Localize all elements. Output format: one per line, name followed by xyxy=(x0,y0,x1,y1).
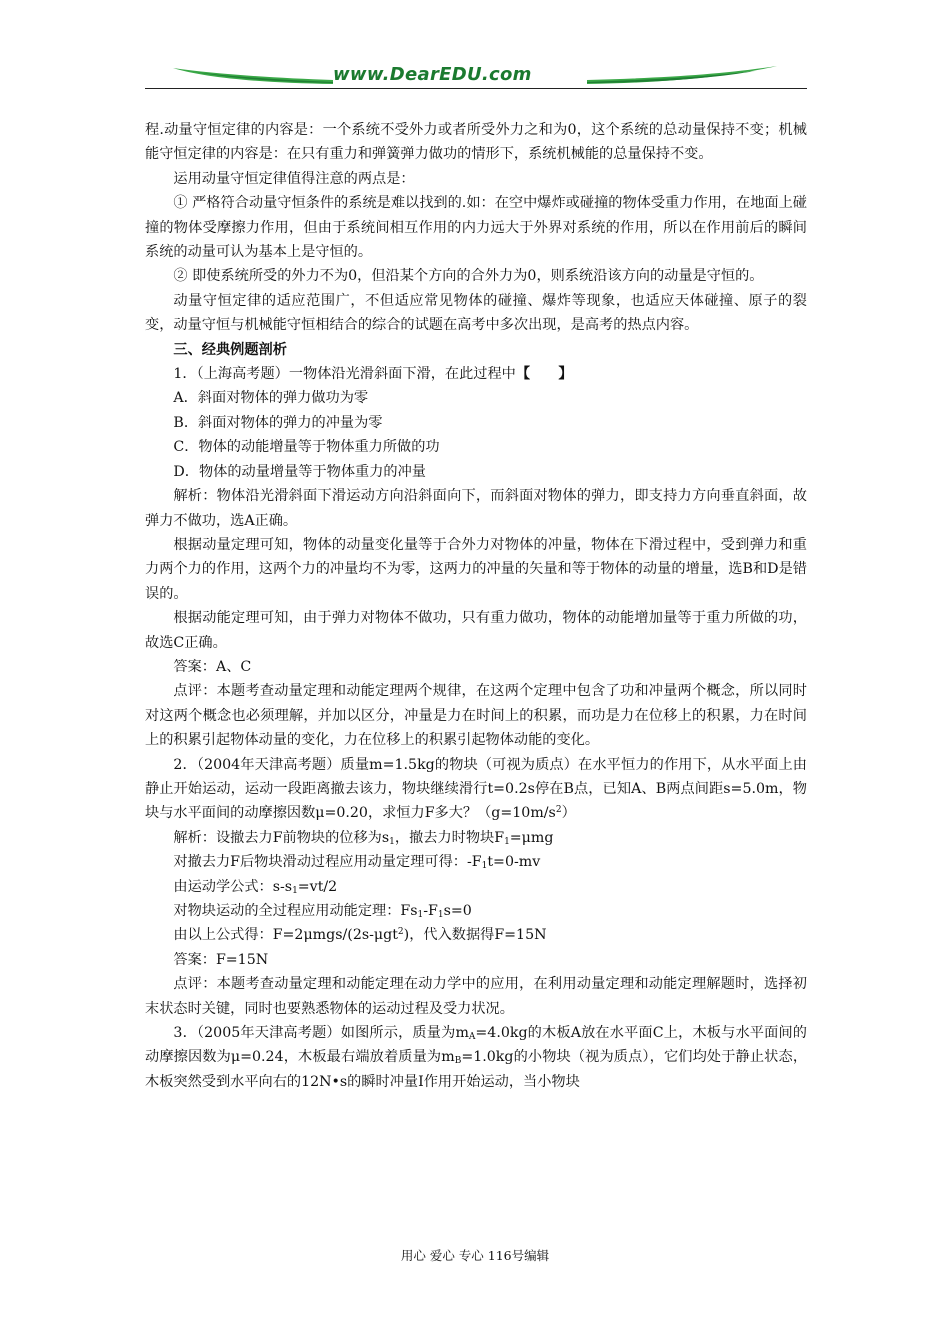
paragraph: 动量守恒定律的适应范围广，不但适应常见物体的碰撞、爆炸等现象，也适应天体碰撞、原子的裂变，动量守恒与机械能守恒相结合的综合的试题在高考中多次出现，是高考的热点内容。 xyxy=(145,292,807,334)
paragraph: ② 即使系统所受的外力不为0，但沿某个方向的合外力为0，则系统沿该方向的动量是守恒的。 xyxy=(173,268,764,285)
answer: 答案：F=15N xyxy=(173,951,269,968)
text: 由运动学公式：s-s xyxy=(173,878,293,895)
page-footer: 用心 爱心 专心 116号编辑 xyxy=(400,1248,550,1263)
paragraph xyxy=(145,875,807,899)
subscript: 1 xyxy=(389,836,395,847)
paragraph: ① 严格符合动量守恒条件的系统是难以找到的.如：在空中爆炸或碰撞的物体受重力作用，在地面上碰撞的物体受摩擦力作用，但由于系统间相互作用的内力远大于外界对系统的作用，所以在作用前后的瞬间系统的动量可认为基本上是守恒的。 xyxy=(145,195,807,261)
answer-bracket: 【 】 xyxy=(515,366,573,383)
paragraph xyxy=(145,923,807,947)
paragraph: 解析：物体沿光滑斜面下滑运动方向沿斜面向下，而斜面对物体的弹力，即支持力方向垂直斜面，故弹力不做功，选A正确。 xyxy=(145,488,807,529)
document-body xyxy=(145,118,807,1094)
text: 对撤去力F后物块滑动过程应用动量定理可得：-F xyxy=(173,854,482,871)
text: =4.0kg的木板A放在水平面C上，木板与水平面间的动摩擦因数为μ=0.24，木板最右端放着质量为m xyxy=(145,1025,807,1066)
site-brand: www.DearEDU.com xyxy=(333,64,532,85)
subscript: 1 xyxy=(437,910,444,920)
paragraph: 运用动量守恒定律值得注意的两点是： xyxy=(173,170,415,187)
header-rule xyxy=(145,88,807,89)
text: 解析：设撤去力F前物块的位移为s xyxy=(173,829,390,846)
superscript: 2 xyxy=(397,927,404,938)
text: 对物块运动的全过程应用动能定理：Fs xyxy=(173,903,418,919)
question-text: 1．（上海高考题）一物体沿光滑斜面下滑，在此过程中 xyxy=(173,366,516,383)
paragraph xyxy=(145,899,807,923)
text: 由以上公式得：F=2μmgs/(2s-μgt xyxy=(173,927,398,944)
option-a: A．斜面对物体的弹力做功为零 xyxy=(173,390,369,407)
paragraph: 根据动能定理可知，由于弹力对物体不做功，只有重力做功，物体的动能增加量等于重力所做的功，故选C正确。 xyxy=(145,610,807,651)
question-2 xyxy=(145,753,807,826)
option-b: B．斜面对物体的弹力的冲量为零 xyxy=(173,414,383,431)
section-heading: 三、经典例题剖析 xyxy=(173,341,287,358)
text: 2．（2004年天津高考题）质量m=1.5kg的物块（可视为质点）在水平恒力的作用下，从水平面上由静止开始运动，运动一段距离撤去该力，物块继续滑行t=0.2s停在B点，已知A、B两点间距s=5.0m，物块与水平面间的动摩擦因数μ=0.20，求恒力F多大？（g=10m/s xyxy=(145,756,807,822)
page-header xyxy=(145,58,807,92)
text: )，代入数据得F=15N xyxy=(403,927,547,944)
paragraph: 程.动量守恒定律的内容是：一个系统不受外力或者所受外力之和为0，这个系统的总动量保持不变；机械能守恒定律的内容是：在只有重力和弹簧弹力做功的情形下，系统机械能的总量保持不变。 xyxy=(145,122,807,163)
option-c: C．物体的动能增量等于物体重力所做的功 xyxy=(173,439,440,456)
answer: 答案：A、C xyxy=(173,658,252,675)
comment: 点评：本题考查动量定理和动能定理两个规律，在这两个定理中包含了功和冲量两个概念，所以同时对这两个概念也必须理解，并加以区分，冲量是力在时间上的积累，而功是力在位移上的积累，力在时间上的积累引起物体动量的变化，力在位移上的积累引起物体动能的变化。 xyxy=(145,683,807,749)
text: =vt/2 xyxy=(297,878,338,895)
text: ，撤去力时物块F xyxy=(394,829,505,846)
paragraph: 根据动量定理可知，物体的动量变化量等于合外力对物体的冲量，物体在下滑过程中，受到弹力和重力两个力的作用，这两个力的冲量均不为零，这两力的冲量的矢量和等于物体的动量的增量，选B和D是错误的。 xyxy=(145,536,807,602)
superscript: 2 xyxy=(555,805,562,816)
subscript: 1 xyxy=(481,861,488,872)
text: ） xyxy=(561,805,576,822)
text: =1.0kg的小物块（视为质点），它们均处于静止状态，木板突然受到水平向右的12N•s的瞬时冲量I作用开始运动，当小物块 xyxy=(145,1049,808,1090)
option-d: D．物体的动量增量等于物体重力的冲量 xyxy=(173,463,426,480)
question-1 xyxy=(145,362,807,386)
question-3 xyxy=(145,1021,807,1094)
subscript: 1 xyxy=(417,910,424,920)
text: 3．（2005年天津高考题）如图所示，质量为m xyxy=(173,1025,469,1042)
subscript: A xyxy=(468,1032,476,1043)
paragraph xyxy=(145,826,807,850)
paragraph xyxy=(145,850,807,874)
subscript: 1 xyxy=(504,836,510,847)
text: -F xyxy=(423,903,438,919)
subscript: B xyxy=(454,1056,462,1067)
comment: 点评：本题考查动量定理和动能定理在动力学中的应用，在利用动量定理和动能定理解题时，选择初末状态时关键，同时也要熟悉物体的运动过程及受力状况。 xyxy=(145,976,807,1017)
subscript: 1 xyxy=(292,885,298,896)
text: t=0-mv xyxy=(487,854,541,871)
text: s=0 xyxy=(443,903,472,919)
text: =μmg xyxy=(509,829,554,846)
